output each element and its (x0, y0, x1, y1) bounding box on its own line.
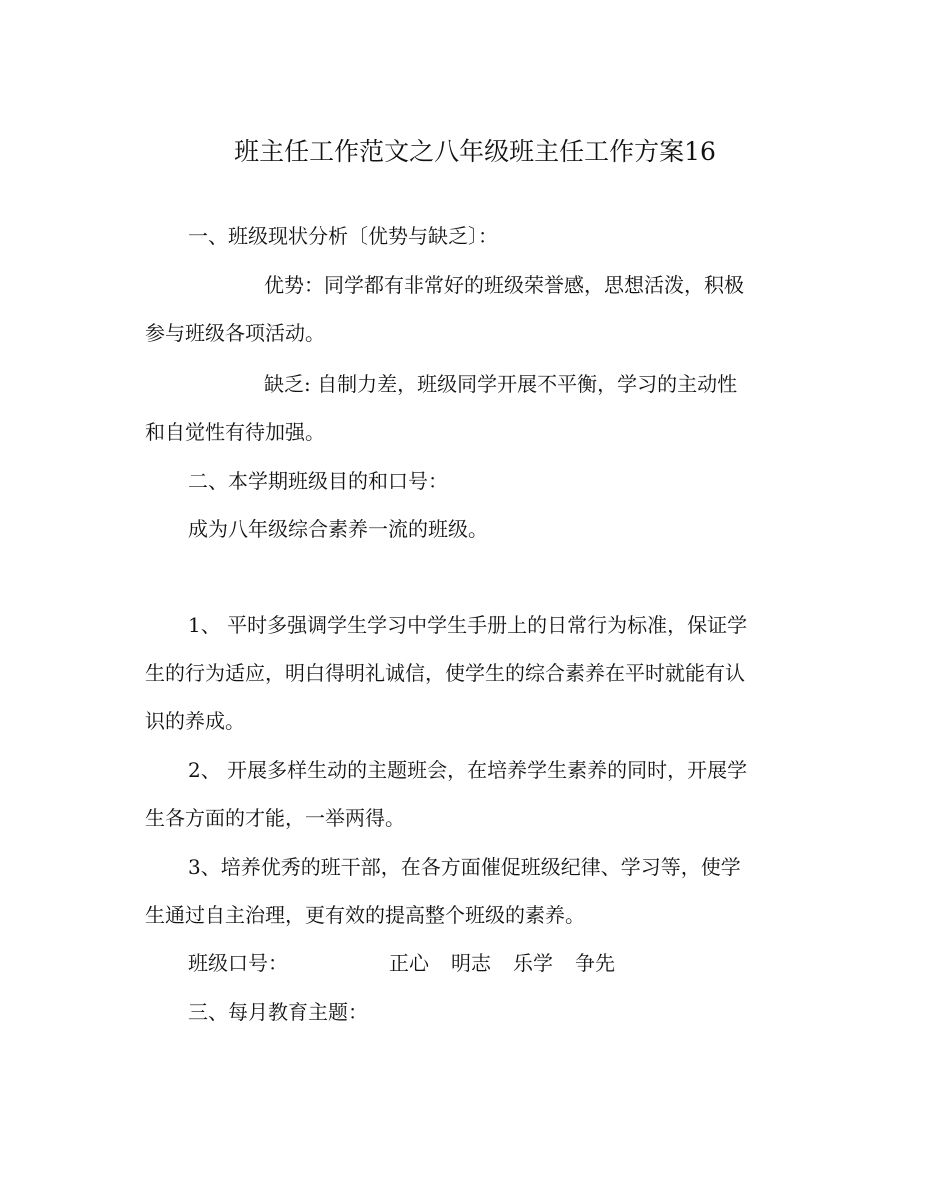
item1-line1: 1、 平时多强调学生学习中学生手册上的日常行为标准，保证学 (188, 613, 748, 637)
slogan-word: 正心 (389, 951, 429, 975)
advantage-text-line1: 优势：同学都有非常好的班级荣誉感，思想活泼，积极 (264, 273, 744, 297)
section1-heading: 一、班级现状分析〔优势与缺乏〕： (188, 224, 498, 248)
item1-line2: 生的行为适应，明白得明礼诚信，使学生的综合素养在平时就能有认 (145, 661, 745, 685)
item3-line2: 生通过自主治理，更有效的提高整个班级的素养。 (145, 903, 585, 927)
slogan-label: 班级口号： (188, 951, 288, 975)
goal-text: 成为八年级综合素养一流的班级。 (188, 517, 488, 541)
item2-line1: 2、 开展多样生动的主题班会，在培养学生素养的同时，开展学 (188, 758, 748, 782)
document-title: 班主任工作范文之八年级班主任工作方案16 (234, 137, 716, 166)
slogan-word: 争先 (575, 951, 615, 975)
slogan-word: 明志 (451, 951, 491, 975)
section3-heading: 三、每月教育主题： (188, 1000, 368, 1024)
slogan-words (389, 949, 615, 977)
item1-line3: 识的养成。 (145, 709, 245, 733)
slogan-word: 乐学 (513, 951, 553, 975)
item3-line1: 3、培养优秀的班干部，在各方面催促班级纪律、学习等，使学 (188, 855, 741, 879)
item2-line2: 生各方面的才能，一举两得。 (145, 806, 405, 830)
advantage-text-line2: 参与班级各项活动。 (145, 321, 325, 345)
section2-heading: 二、本学期班级目的和口号： (188, 469, 448, 493)
weakness-text-line2: 和自觉性有待加强。 (145, 420, 325, 444)
weakness-text-line1: 缺乏: 自制力差，班级同学开展不平衡，学习的主动性 (264, 372, 738, 396)
